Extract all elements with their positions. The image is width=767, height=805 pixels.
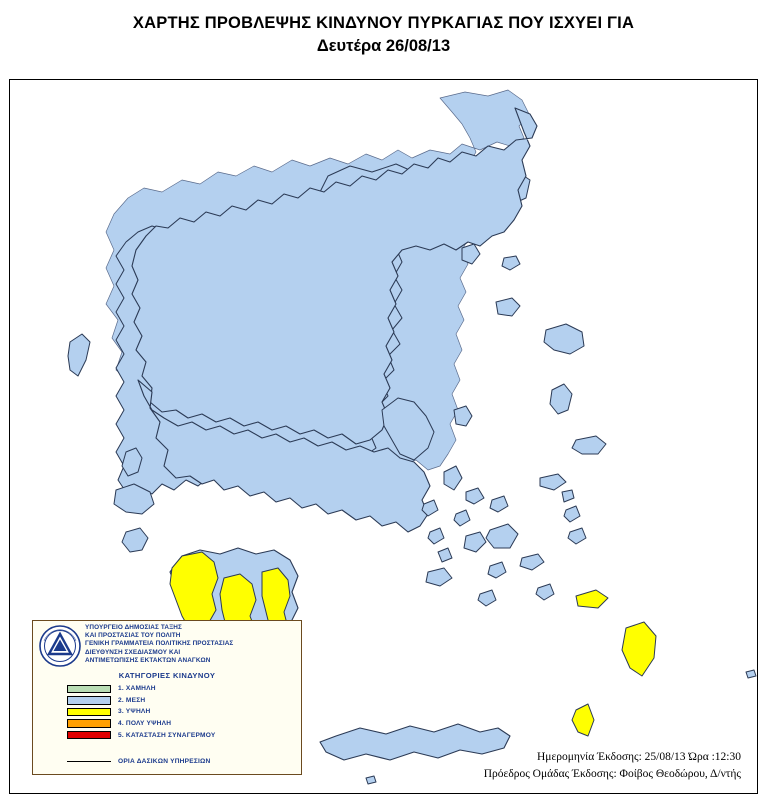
island-samos [572,436,606,454]
island-syros [454,510,470,526]
agency-line-2: ΚΑΙ ΠΡΟΣΤΑΣΙΑΣ ΤΟΥ ΠΟΛΙΤΗ [85,632,181,640]
page-title [0,14,767,56]
title-line-1: ΧΑΡΤΗΣ ΠΡΟΒΛΕΨΗΣ ΚΙΝΔΥΝΟΥ ΠΥΡΚΑΓΙΑΣ ΠΟΥ ΙΣΧΥΕΙ ΓΙΑ [132,14,635,32]
island-mykonos [490,496,508,512]
risk-category-3 [67,706,216,718]
island-lesvos [544,324,584,354]
risk-category-1 [67,683,216,695]
forest-service-boundaries-legend [67,758,210,765]
island-ios [488,562,506,578]
island-kastellorizo [746,670,756,678]
island-patmos [562,490,574,502]
island-crete [320,724,510,760]
issue-info [484,749,741,783]
island-milos [426,568,452,586]
civil-protection-emblem-icon [38,625,82,667]
island-karpathos-high-risk [572,704,594,736]
risk-category-5-label: 5. ΚΑΤΑΣΤΑΣΗ ΣΥΝΑΓΕΡΜΟΥ [118,731,216,739]
risk-category-4-label: 4. ΠΟΛΥ ΥΨΗΛΗ [118,720,172,728]
agency-name [85,624,298,665]
risk-category-2 [67,695,216,707]
landmass-macedonia-thrace [132,108,537,444]
swatch-very-high [67,719,111,728]
risk-category-list [67,683,216,741]
agency-line-1: ΥΠΟΥΡΓΕΙΟ ΔΗΜΟΣΙΑΣ ΤΑΞΗΣ [85,624,182,631]
island-paros [464,532,486,552]
island-limnos [496,298,520,316]
legend-heading: ΚΑΤΗΓΟΡΙΕΣ ΚΙΝΔΥΝΟΥ [118,671,216,680]
island-kythnos [428,528,444,544]
risk-category-1-label: 1. ΧΑΜΗΛΗ [118,685,156,693]
issuer-line: Πρόεδρος Ομάδας Έκδοσης: Φοίβος Θεοδώρου, Δ/ντής [483,768,741,780]
swatch-low [67,685,111,694]
swatch-high [67,708,111,717]
agency-line-5: ΑΝΤΙΜΕΤΩΠΙΣΗΣ ΕΚΤΑΚΤΩΝ ΑΝΑΓΚΩΝ [85,656,211,664]
island-rhodes-high-risk [622,622,656,676]
island-kalymnos [568,528,586,544]
risk-category-5 [67,729,216,741]
island-corfu [68,334,90,376]
issue-date-line: Ημερομηνία Έκδοσης: 25/08/13 Ώρα :12:30 [536,751,741,763]
risk-category-3-label: 3. ΥΨΗΛΗ [118,708,151,716]
island-astypalaia [536,584,554,600]
island-zakynthos [122,528,148,552]
island-tinos [466,488,484,504]
island-serifos [438,548,452,562]
title-line-2: Δευτέρα 26/08/13 [316,37,451,55]
boundary-label: ΟΡΙΑ ΔΑΣΙΚΩΝ ΥΠΗΡΕΣΙΩΝ [118,758,211,765]
agency-line-4: ΔΙΕΥΘΥΝΣΗ ΣΧΕΔΙΑΣΜΟΥ ΚΑΙ [85,648,181,656]
agency-line-3: ΓΕΝΙΚΗ ΓΡΑΜΜΑΤΕΙΑ ΠΟΛΙΤΙΚΗΣ ΠΡΟΣΤΑΣΙΑΣ [85,640,234,648]
swatch-alert [67,731,111,740]
island-ikaria [540,474,566,490]
island-samothraki [502,256,520,270]
map-frame [9,79,758,794]
risk-category-4 [67,718,216,730]
boundary-line-sample [67,761,111,762]
island-amorgos [520,554,544,570]
legend-box [32,620,302,775]
island-skyros [454,406,472,426]
island-chios [550,384,572,414]
legend-header [33,621,301,669]
island-leros [564,506,580,522]
risk-category-2-label: 2. ΜΕΣΗ [118,696,146,704]
island-andros [444,466,462,490]
island-thasos [462,244,480,264]
island-gavdos [366,776,376,784]
swatch-medium [67,696,111,705]
island-naxos [486,524,518,548]
island-santorini [478,590,496,606]
island-kos-high-risk [576,590,608,608]
